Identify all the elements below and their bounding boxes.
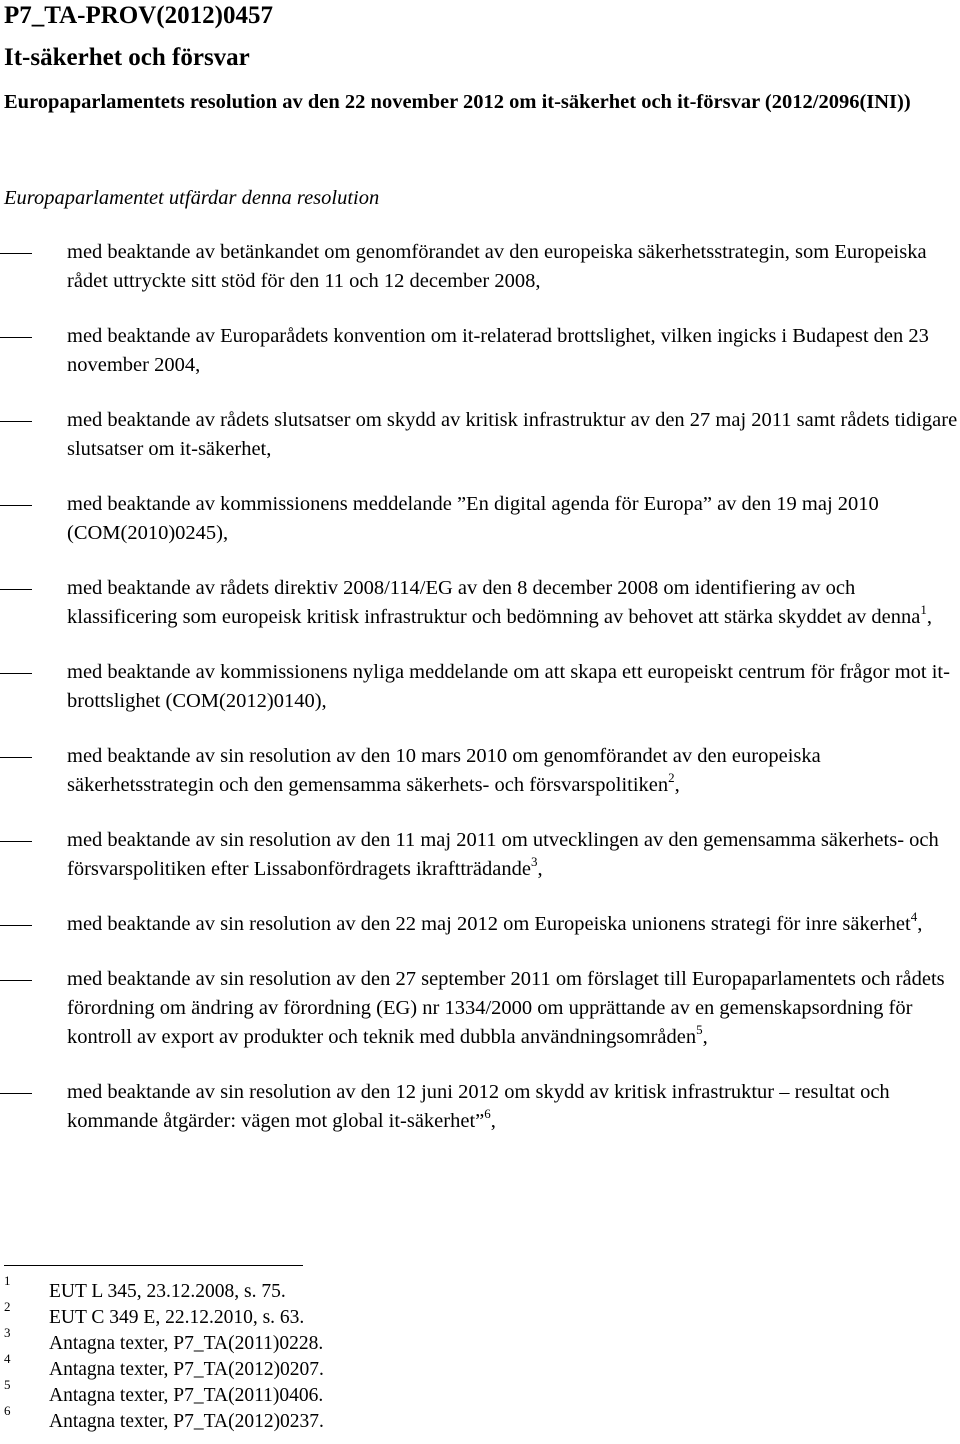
dash-marker <box>0 757 32 758</box>
citation-punctuation: , <box>674 774 680 796</box>
footnote-item <box>4 1377 904 1409</box>
citation-item <box>0 574 960 632</box>
citation-text: med beaktande av rådets slutsatser om skydd av kritisk infrastruktur av den 27 maj 2011 samt rådets tidigare slutsatser om it-säkerhet, <box>67 409 958 460</box>
citation-text: med beaktande av rådets direktiv 2008/114/EG av den 8 december 2008 om identifiering av och klassificering som europeisk kritisk infrastruktur och bedömning av behovet att stärka skyddet av denna <box>67 577 921 628</box>
footnote-number: 3 <box>4 1325 11 1340</box>
citation-text: med beaktande av sin resolution av den 12 juni 2012 om skydd av kritisk infrastruktur – resultat och kommande åtgärder: vägen mot global it-säkerhet” <box>67 1081 890 1132</box>
citation-item <box>0 965 960 1052</box>
citation-text: med beaktande av sin resolution av den 11 maj 2011 om utvecklingen av den gemensamma säkerhets- och försvarspolitiken efter Lissabonfördragets ikraftträdande <box>67 829 939 880</box>
footnote-reference[interactable]: 5 <box>696 1022 703 1037</box>
citation-item <box>0 742 960 800</box>
footnote-text: Antagna texter, P7_TA(2012)0237. <box>49 1411 324 1432</box>
citation-text: med beaktande av sin resolution av den 27 september 2011 om förslaget till Europaparlamentets och rådets förordning om ändring av förordning (EG) nr 1334/2000 om upprättande av en gemenskapsordning för kontroll av export av produkter och teknik med dubbla användningsområden <box>67 968 945 1048</box>
footnote-text: Antagna texter, P7_TA(2011)0228. <box>49 1333 324 1354</box>
footnote-number: 6 <box>4 1403 11 1418</box>
footnote-reference[interactable]: 3 <box>530 854 538 869</box>
footnote-list <box>4 1273 904 1435</box>
footnote-reference[interactable]: 4 <box>910 909 918 924</box>
dash-marker <box>0 253 32 254</box>
citation-item <box>0 322 960 380</box>
footnote-item <box>4 1273 904 1305</box>
citation-punctuation: , <box>917 913 923 935</box>
footnote-item <box>4 1351 904 1383</box>
citation-text: med beaktande av Europarådets konvention om it-relaterad brottslighet, vilken ingicks i Budapest den 23 november 2004, <box>67 325 929 376</box>
footnote-item <box>4 1325 904 1357</box>
citation-punctuation: , <box>926 606 933 628</box>
citation-list <box>0 238 960 1162</box>
footnote-text: Antagna texter, P7_TA(2012)0207. <box>49 1359 324 1380</box>
citation-text: med beaktande av sin resolution av den 10 mars 2010 om genomförandet av den europeiska säkerhetsstrategin och den gemensamma säkerhets- och försvarspolitiken <box>67 745 821 796</box>
citation-text: med beaktande av betänkandet om genomförandet av den europeiska säkerhetsstrategin, som Europeiska rådet uttryckte sitt stöd för den 11 och 12 december 2008, <box>67 241 927 292</box>
footnote-text: EUT L 345, 23.12.2008, s. 75. <box>49 1281 286 1302</box>
citation-punctuation: , <box>537 858 543 880</box>
footnote-number: 5 <box>4 1377 11 1392</box>
citation-punctuation: , <box>490 1110 496 1132</box>
citation-text: med beaktande av kommissionens meddelande ”En digital agenda för Europa” av den 19 maj 2010 (COM(2010)0245), <box>67 493 879 544</box>
footnote-item <box>4 1299 904 1331</box>
footnote-item <box>4 1403 904 1435</box>
citation-item <box>0 406 960 464</box>
citation-item <box>0 1078 960 1136</box>
dash-marker <box>0 980 32 981</box>
footnote-reference[interactable]: 6 <box>484 1106 491 1121</box>
resolution-intro: Europaparlamentet utfärdar denna resolution <box>4 187 380 209</box>
footnote-text: EUT C 349 E, 22.12.2010, s. 63. <box>49 1307 305 1328</box>
citation-item <box>0 826 960 884</box>
footnote-number: 1 <box>4 1273 11 1288</box>
citation-item <box>0 238 960 296</box>
footnote-separator <box>4 1265 303 1266</box>
footnote-number: 4 <box>4 1351 11 1366</box>
footnote-reference[interactable]: 1 <box>920 602 927 617</box>
citation-text: med beaktande av sin resolution av den 22 maj 2012 om Europeiska unionens strategi för inre säkerhet <box>67 913 911 935</box>
dash-marker <box>0 1093 32 1094</box>
dash-marker <box>0 925 32 926</box>
dash-marker <box>0 337 32 338</box>
citation-punctuation: , <box>702 1026 708 1048</box>
footnote-text: Antagna texter, P7_TA(2011)0406. <box>49 1385 324 1406</box>
dash-marker <box>0 673 32 674</box>
dash-marker <box>0 505 32 506</box>
resolution-subtitle: Europaparlamentets resolution av den 22 november 2012 om it-säkerhet och it-försvar (2012/2096(INI)) <box>4 91 911 113</box>
dash-marker <box>0 589 32 590</box>
document-title: It-säkerhet och försvar <box>4 44 250 71</box>
dash-marker <box>0 421 32 422</box>
document-reference: P7_TA-PROV(2012)0457 <box>4 2 273 29</box>
footnote-number: 2 <box>4 1299 11 1314</box>
citation-item <box>0 658 960 716</box>
footnote-reference[interactable]: 2 <box>668 770 675 785</box>
citation-item <box>0 910 960 939</box>
dash-marker <box>0 841 32 842</box>
citation-text: med beaktande av kommissionens nyliga meddelande om att skapa ett europeiskt centrum för frågor mot it-brottslighet (COM(2012)0140), <box>67 661 950 712</box>
citation-item <box>0 490 960 548</box>
